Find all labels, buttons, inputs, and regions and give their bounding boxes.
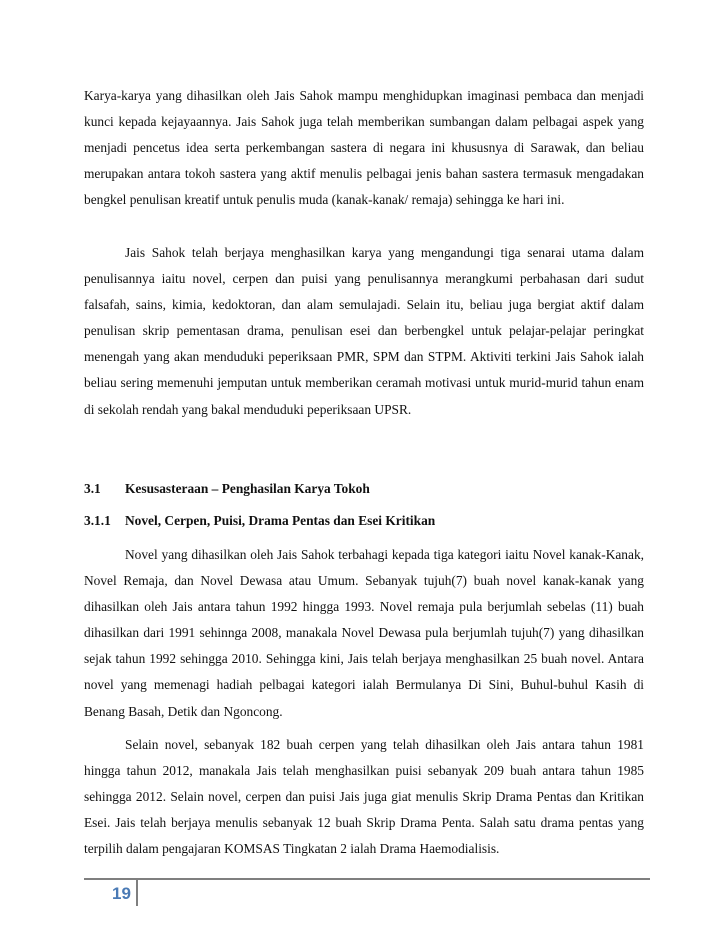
section-heading-3-1-1 xyxy=(84,513,644,529)
section-heading-3-1 xyxy=(84,481,644,497)
paragraph-3: Novel yang dihasilkan oleh Jais Sahok terbahagi kepada tiga kategori iaitu Novel kanak-Kanak, Novel Remaja, dan Novel Dewasa atau Umum. Sebanyak tujuh(7) buah novel kanak-kanak yang dihasilkan oleh Jais antara tahun 1992 hingga 1993. Novel remaja pula berjumlah sebelas (11) buah dihasilkan dari 1991 sehinnga 2008, manakala Novel Dewasa pula berjumlah tujuh(7) yang dihasilkan sejak tahun 1992 sehingga 2010. Sehingga kini, Jais telah berjaya menghasilkan 25 buah novel. Antara novel yang memenagi hadiah pelbagai kategori ialah Bermulanya Di Sini, Buhul-buhul Kasih di Benang Basah, Detik dan Ngoncong. xyxy=(84,547,644,719)
section-number: 3.1.1 xyxy=(84,513,111,528)
footer-divider xyxy=(84,878,650,880)
paragraph-4: Selain novel, sebanyak 182 buah cerpen yang telah dihasilkan oleh Jais antara tahun 1981 hingga tahun 2012, manakala Jais telah menghasilkan puisi sebanyak 209 buah antara tahun 1985 sehingga 2012. Selain novel, cerpen dan puisi Jais juga giat menulis Skrip Drama Pentas dan Kritikan Esei. Jais telah berjaya menulis sebanyak 12 buah Skrip Drama Penta. Salah satu drama pentas yang terpilih dalam pengajaran KOMSAS Tingkatan 2 ialah Drama Haemodialisis. xyxy=(84,737,644,857)
page-number: 19 xyxy=(112,884,131,903)
section-title: Novel, Cerpen, Puisi, Drama Pentas dan Esei Kritikan xyxy=(125,513,436,528)
section-title: Kesusasteraan – Penghasilan Karya Tokoh xyxy=(125,481,370,496)
paragraph-2: Jais Sahok telah berjaya menghasilkan karya yang mengandungi tiga senarai utama dalam penulisannya iaitu novel, cerpen dan puisi yang penulisannya merangkumi perbahasan dari sudut falsafah, sains, kimia, kedoktoran, dan alam semulajadi. Selain itu, beliau juga bergiat aktif dalam penulisan skrip pementasan drama, penulisan esei dan berbengkel untuk pelajar-pelajar peringkat menengah yang akan menduduki peperiksaan PMR, SPM dan STPM. Aktiviti terkini Jais Sahok ialah beliau sering memenuhi jemputan untuk memberikan ceramah motivasi untuk murid-murid tahun enam di sekolah rendah yang bakal menduduki peperiksaan UPSR. xyxy=(84,245,644,417)
section-number: 3.1 xyxy=(84,481,101,496)
paragraph-1: Karya-karya yang dihasilkan oleh Jais Sahok mampu menghidupkan imaginasi pembaca dan menjadi kunci kepada kejayaannya. Jais Sahok juga telah memberikan sumbangan dalam pelbagai aspek yang menjadi pencetus idea serta perkembangan sastera di negara ini khususnya di Sarawak, dan beliau merupakan antara tokoh sastera yang aktif menulis pelbagai jenis bahan sastera termasuk mengadakan bengkel penulisan kreatif untuk penulis muda (kanak-kanak/ remaja) sehingga ke hari ini. xyxy=(84,88,644,208)
page-number-separator xyxy=(136,880,138,906)
